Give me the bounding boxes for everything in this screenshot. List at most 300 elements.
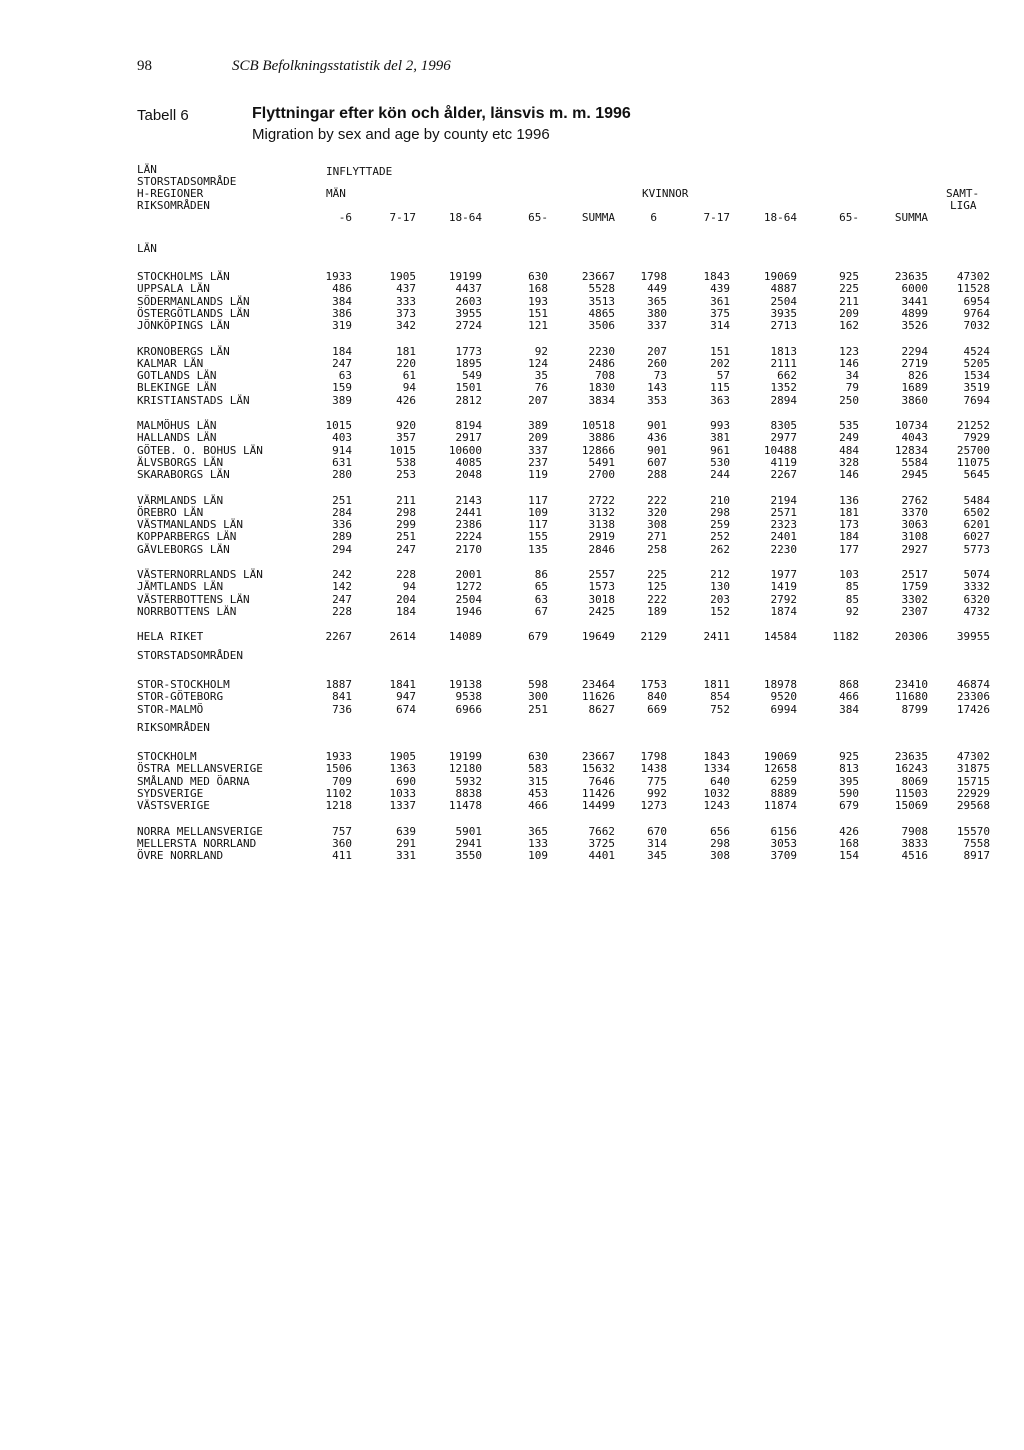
- table-cell: 3526: [901, 319, 928, 333]
- table-cell: 159: [332, 381, 352, 395]
- table-cell: 94: [402, 580, 416, 594]
- table-cell: 674: [396, 702, 416, 716]
- table-cell: 2441: [455, 505, 482, 519]
- table-cell: 244: [710, 468, 730, 482]
- row-label: HELA RIKET: [137, 630, 204, 644]
- table-subtitle: Migration by sex and age by county etc 1996: [252, 126, 550, 143]
- table-cell: 23635: [894, 750, 928, 763]
- row-label: GOTLANDS LÄN: [137, 369, 217, 383]
- table-cell: 6502: [963, 505, 990, 519]
- table-cell: 308: [710, 849, 730, 863]
- table-cell: 119: [528, 468, 548, 482]
- table-cell: 3935: [770, 306, 797, 320]
- table-cell: 39955: [956, 630, 990, 644]
- row-label: KRISTIANSTADS LÄN: [137, 393, 250, 407]
- table-cell: 449: [647, 282, 667, 296]
- table-cell: 2945: [901, 468, 928, 482]
- table-cell: 381: [710, 431, 730, 445]
- table-cell: 2129: [640, 630, 667, 644]
- table-cell: 2323: [770, 518, 797, 532]
- table-cell: 184: [332, 344, 352, 358]
- table-cell: 920: [396, 419, 416, 432]
- table-row: [0, 763, 1024, 776]
- table-cell: 314: [710, 319, 730, 333]
- table-cell: 1033: [389, 786, 416, 800]
- table-cell: 5491: [588, 455, 615, 469]
- table-cell: 363: [710, 393, 730, 407]
- table-cell: 775: [647, 774, 667, 788]
- table-cell: 319: [332, 319, 352, 333]
- table-cell: 2614: [389, 630, 416, 644]
- table-cell: 320: [647, 505, 667, 519]
- table-cell: 11478: [448, 799, 482, 813]
- table-cell: 426: [839, 824, 859, 838]
- table-cell: 6954: [963, 294, 990, 308]
- table-cell: 10734: [894, 419, 928, 432]
- table-cell: 154: [839, 849, 859, 863]
- table-cell: 109: [528, 505, 548, 519]
- table-cell: 1977: [770, 568, 797, 581]
- row-label: UPPSALA LÄN: [137, 282, 210, 296]
- table-cell: 2194: [770, 493, 797, 507]
- table-cell: 8069: [901, 774, 928, 788]
- table-cell: 486: [332, 282, 352, 296]
- table-cell: 4887: [770, 282, 797, 296]
- table-cell: 4119: [770, 455, 797, 469]
- row-label: VÄRMLANDS LÄN: [137, 493, 224, 507]
- table-cell: 3550: [455, 849, 482, 863]
- table-cell: 103: [839, 568, 859, 581]
- table-cell: 86: [534, 568, 548, 581]
- table-cell: 630: [528, 270, 548, 283]
- table-cell: 5584: [901, 455, 928, 469]
- table-cell: 222: [647, 592, 667, 606]
- table-cell: 12834: [894, 443, 928, 457]
- table-cell: 259: [710, 518, 730, 532]
- table-cell: 19138: [448, 678, 482, 691]
- table-cell: 11075: [956, 455, 990, 469]
- table-cell: 177: [839, 542, 859, 556]
- table-cell: 2917: [455, 431, 482, 445]
- table-cell: 2048: [455, 468, 482, 482]
- table-cell: 1218: [325, 799, 352, 813]
- table-cell: 5901: [455, 824, 482, 838]
- table-cell: 2425: [588, 604, 615, 618]
- table-cell: 76: [534, 381, 548, 395]
- table-cell: 5645: [963, 468, 990, 482]
- table-cell: 590: [839, 786, 859, 800]
- table-cell: 2700: [588, 468, 615, 482]
- table-cell: 530: [710, 455, 730, 469]
- table-cell: 2001: [455, 568, 482, 581]
- row-label: HALLANDS LÄN: [137, 431, 217, 445]
- table-cell: 1841: [389, 678, 416, 691]
- table-cell: 1843: [703, 750, 730, 763]
- table-cell: 1438: [640, 762, 667, 776]
- table-cell: 10518: [581, 419, 615, 432]
- table-cell: 209: [528, 431, 548, 445]
- table-cell: 260: [647, 356, 667, 370]
- table-cell: 1933: [325, 750, 352, 763]
- table-cell: 3955: [455, 306, 482, 320]
- stub-header-line: RIKSOMRÅDEN: [137, 199, 210, 212]
- table-cell: 251: [332, 493, 352, 507]
- table-cell: 23410: [894, 678, 928, 691]
- table-cell: 2977: [770, 431, 797, 445]
- table-cell: 436: [647, 431, 667, 445]
- table-cell: 736: [332, 702, 352, 716]
- table-cell: 2792: [770, 592, 797, 606]
- page-number: 98: [137, 58, 152, 74]
- table-cell: 65: [534, 580, 548, 594]
- row-label: SMÅLAND MED ÖARNA: [137, 774, 250, 788]
- table-cell: 284: [332, 505, 352, 519]
- table-cell: 19199: [448, 270, 482, 283]
- table-cell: 1573: [588, 580, 615, 594]
- row-label: STOR-MALMÖ: [137, 702, 204, 716]
- table-cell: 2719: [901, 356, 928, 370]
- table-cell: 411: [332, 849, 352, 863]
- row-label: ÖSTERGÖTLANDS LÄN: [137, 306, 250, 320]
- table-cell: 202: [710, 356, 730, 370]
- table-cell: 1334: [703, 762, 730, 776]
- table-cell: 386: [332, 306, 352, 320]
- table-cell: 19069: [763, 750, 797, 763]
- table-cell: 16243: [894, 762, 928, 776]
- table-cell: 2401: [770, 530, 797, 544]
- table-label: Tabell 6: [137, 107, 189, 124]
- table-cell: 109: [528, 849, 548, 863]
- table-cell: 2504: [455, 592, 482, 606]
- table-cell: 92: [534, 344, 548, 358]
- table-cell: 314: [647, 836, 667, 850]
- table-cell: 662: [777, 369, 797, 383]
- table-cell: 2307: [901, 604, 928, 618]
- table-cell: 130: [710, 580, 730, 594]
- table-cell: 203: [710, 592, 730, 606]
- row-label: JÖNKÖPINGS LÄN: [137, 319, 230, 333]
- table-cell: 1811: [703, 678, 730, 691]
- table-cell: 2143: [455, 493, 482, 507]
- row-label: STOR-GÖTEBORG: [137, 690, 224, 704]
- table-cell: 6966: [455, 702, 482, 716]
- table-cell: 12180: [448, 762, 482, 776]
- table-cell: 14499: [581, 799, 615, 813]
- table-cell: 3725: [588, 836, 615, 850]
- stub-header-line: LÄN: [137, 163, 157, 176]
- row-label: ÖREBRO LÄN: [137, 505, 204, 519]
- table-cell: 2762: [901, 493, 928, 507]
- table-cell: 123: [839, 344, 859, 358]
- table-cell: 752: [710, 702, 730, 716]
- table-cell: 538: [396, 455, 416, 469]
- table-cell: 2486: [588, 356, 615, 370]
- table-cell: 146: [839, 468, 859, 482]
- table-cell: 6320: [963, 592, 990, 606]
- table-cell: 135: [528, 542, 548, 556]
- row-label: VÄSTMANLANDS LÄN: [137, 518, 243, 532]
- table-cell: 21252: [956, 419, 990, 432]
- table-cell: 23464: [581, 678, 615, 691]
- row-label: VÄSTSVERIGE: [137, 799, 210, 813]
- table-cell: 2170: [455, 542, 482, 556]
- table-cell: 46874: [956, 678, 990, 691]
- table-cell: 1501: [455, 381, 482, 395]
- table-cell: 29568: [956, 799, 990, 813]
- table-cell: 3332: [963, 580, 990, 594]
- table-cell: 9520: [770, 690, 797, 704]
- table-cell: 389: [528, 419, 548, 432]
- table-cell: 380: [647, 306, 667, 320]
- total-header-line: LIGA: [950, 199, 977, 212]
- table-cell: 365: [647, 294, 667, 308]
- table-cell: 709: [332, 774, 352, 788]
- table-cell: 23667: [581, 270, 615, 283]
- table-cell: 117: [528, 493, 548, 507]
- table-cell: 1352: [770, 381, 797, 395]
- table-cell: 85: [845, 580, 859, 594]
- table-cell: 6156: [770, 824, 797, 838]
- table-cell: 7694: [963, 393, 990, 407]
- table-cell: 466: [839, 690, 859, 704]
- group-header: INFLYTTADE: [326, 165, 393, 178]
- section-title: LÄN: [137, 242, 157, 255]
- col-header-women-4: SUMMA: [894, 211, 928, 224]
- table-cell: 19199: [448, 750, 482, 763]
- table-cell: 2603: [455, 294, 482, 308]
- table-cell: 19069: [763, 270, 797, 283]
- table-cell: 6000: [901, 282, 928, 296]
- table-row: [0, 800, 1024, 813]
- table-cell: 3860: [901, 393, 928, 407]
- table-cell: 211: [396, 493, 416, 507]
- table-cell: 8838: [455, 786, 482, 800]
- table-cell: 168: [528, 282, 548, 296]
- table-cell: 993: [710, 419, 730, 432]
- table-cell: 535: [839, 419, 859, 432]
- table-cell: 656: [710, 824, 730, 838]
- table-cell: 94: [402, 381, 416, 395]
- table-cell: 583: [528, 762, 548, 776]
- table-cell: 2230: [770, 542, 797, 556]
- table-cell: 210: [710, 493, 730, 507]
- table-cell: 92: [845, 604, 859, 618]
- table-cell: 961: [710, 443, 730, 457]
- table-cell: 15632: [581, 762, 615, 776]
- table-cell: 258: [647, 542, 667, 556]
- table-cell: 2224: [455, 530, 482, 544]
- table-cell: 212: [710, 568, 730, 581]
- table-cell: 679: [528, 630, 548, 644]
- table-cell: 7908: [901, 824, 928, 838]
- table-cell: 250: [839, 393, 859, 407]
- table-cell: 19649: [581, 630, 615, 644]
- table-cell: 360: [332, 836, 352, 850]
- table-cell: 669: [647, 702, 667, 716]
- table-cell: 1887: [325, 678, 352, 691]
- table-cell: 2724: [455, 319, 482, 333]
- table-cell: 630: [528, 750, 548, 763]
- table-cell: 3441: [901, 294, 928, 308]
- table-cell: 2927: [901, 542, 928, 556]
- row-label: ÖSTRA MELLANSVERIGE: [137, 762, 263, 776]
- table-cell: 142: [332, 580, 352, 594]
- row-label: SYDSVERIGE: [137, 786, 204, 800]
- table-cell: 23306: [956, 690, 990, 704]
- table-row: [0, 704, 1024, 717]
- table-cell: 3018: [588, 592, 615, 606]
- table-cell: 14584: [763, 630, 797, 644]
- table-row: [0, 631, 1024, 644]
- table-cell: 1813: [770, 344, 797, 358]
- table-cell: 23635: [894, 270, 928, 283]
- row-label: VÄSTERBOTTENS LÄN: [137, 592, 250, 606]
- table-cell: 294: [332, 542, 352, 556]
- table-cell: 155: [528, 530, 548, 544]
- table-cell: 3053: [770, 836, 797, 850]
- table-cell: 7662: [588, 824, 615, 838]
- table-cell: 12658: [763, 762, 797, 776]
- table-cell: 125: [647, 580, 667, 594]
- table-cell: 947: [396, 690, 416, 704]
- table-cell: 262: [710, 542, 730, 556]
- table-cell: 2713: [770, 319, 797, 333]
- section-title: RIKSOMRÅDEN: [137, 721, 210, 734]
- table-cell: 403: [332, 431, 352, 445]
- table-cell: 1773: [455, 344, 482, 358]
- table-cell: 34: [845, 369, 859, 383]
- row-label: BLEKINGE LÄN: [137, 381, 217, 395]
- table-cell: 300: [528, 690, 548, 704]
- table-cell: 31875: [956, 762, 990, 776]
- table-cell: 331: [396, 849, 416, 863]
- table-cell: 1272: [455, 580, 482, 594]
- table-cell: 136: [839, 493, 859, 507]
- table-cell: 121: [528, 319, 548, 333]
- table-cell: 23667: [581, 750, 615, 763]
- table-cell: 35: [534, 369, 548, 383]
- table-cell: 439: [710, 282, 730, 296]
- table-cell: 168: [839, 836, 859, 850]
- row-label: ÄLVSBORGS LÄN: [137, 455, 224, 469]
- table-cell: 813: [839, 762, 859, 776]
- table-cell: 7929: [963, 431, 990, 445]
- table-cell: 146: [839, 356, 859, 370]
- table-cell: 1015: [389, 443, 416, 457]
- row-label: KALMAR LÄN: [137, 356, 204, 370]
- table-cell: 8305: [770, 419, 797, 432]
- table-cell: 2504: [770, 294, 797, 308]
- table-cell: 826: [908, 369, 928, 383]
- table-cell: 298: [396, 505, 416, 519]
- table-row: [0, 432, 1024, 445]
- table-cell: 1946: [455, 604, 482, 618]
- table-cell: 708: [595, 369, 615, 383]
- table-cell: 1363: [389, 762, 416, 776]
- table-cell: 1874: [770, 604, 797, 618]
- table-cell: 288: [647, 468, 667, 482]
- table-cell: 598: [528, 678, 548, 691]
- table-cell: 384: [332, 294, 352, 308]
- table-cell: 375: [710, 306, 730, 320]
- table-cell: 337: [528, 443, 548, 457]
- table-cell: 670: [647, 824, 667, 838]
- table-cell: 901: [647, 419, 667, 432]
- table-cell: 228: [396, 568, 416, 581]
- table-cell: 992: [647, 786, 667, 800]
- table-cell: 220: [396, 356, 416, 370]
- table-cell: 453: [528, 786, 548, 800]
- table-cell: 4899: [901, 306, 928, 320]
- table-cell: 6027: [963, 530, 990, 544]
- table-cell: 1182: [832, 630, 859, 644]
- table-cell: 353: [647, 393, 667, 407]
- table-row: [0, 606, 1024, 619]
- col-header-men-2: 18-64: [448, 211, 482, 224]
- table-cell: 925: [839, 270, 859, 283]
- table-cell: 1753: [640, 678, 667, 691]
- table-cell: 5528: [588, 282, 615, 296]
- table-cell: 8194: [455, 419, 482, 432]
- row-label: NORRA MELLANSVERIGE: [137, 824, 263, 838]
- table-cell: 225: [647, 568, 667, 581]
- table-cell: 6994: [770, 702, 797, 716]
- running-title: SCB Befolkningsstatistik del 2, 1996: [232, 58, 451, 74]
- table-cell: 840: [647, 690, 667, 704]
- table-cell: 3834: [588, 393, 615, 407]
- table-cell: 426: [396, 393, 416, 407]
- table-cell: 228: [332, 604, 352, 618]
- table-cell: 2294: [901, 344, 928, 358]
- table-cell: 289: [332, 530, 352, 544]
- table-cell: 298: [710, 836, 730, 850]
- table-cell: 7646: [588, 774, 615, 788]
- table-cell: 271: [647, 530, 667, 544]
- table-cell: 6259: [770, 774, 797, 788]
- table-cell: 901: [647, 443, 667, 457]
- row-label: SKARABORGS LÄN: [137, 468, 230, 482]
- table-cell: 1337: [389, 799, 416, 813]
- table-cell: 61: [402, 369, 416, 383]
- table-cell: 308: [647, 518, 667, 532]
- table-cell: 2386: [455, 518, 482, 532]
- table-cell: 757: [332, 824, 352, 838]
- table-cell: 14089: [448, 630, 482, 644]
- table-cell: 4043: [901, 431, 928, 445]
- table-cell: 63: [534, 592, 548, 606]
- table-cell: 1933: [325, 270, 352, 283]
- table-cell: 173: [839, 518, 859, 532]
- table-cell: 184: [396, 604, 416, 618]
- table-cell: 395: [839, 774, 859, 788]
- table-cell: 11680: [894, 690, 928, 704]
- table-cell: 1798: [640, 270, 667, 283]
- col-header-women-2: 18-64: [763, 211, 797, 224]
- table-cell: 4524: [963, 344, 990, 358]
- table-row: [0, 283, 1024, 296]
- table-cell: 189: [647, 604, 667, 618]
- table-cell: 207: [647, 344, 667, 358]
- table-cell: 3833: [901, 836, 928, 850]
- table-cell: 607: [647, 455, 667, 469]
- table-cell: 9538: [455, 690, 482, 704]
- row-label: MALMÖHUS LÄN: [137, 419, 217, 432]
- table-cell: 12866: [581, 443, 615, 457]
- table-cell: 151: [528, 306, 548, 320]
- table-cell: 249: [839, 431, 859, 445]
- table-cell: 1419: [770, 580, 797, 594]
- table-cell: 342: [396, 319, 416, 333]
